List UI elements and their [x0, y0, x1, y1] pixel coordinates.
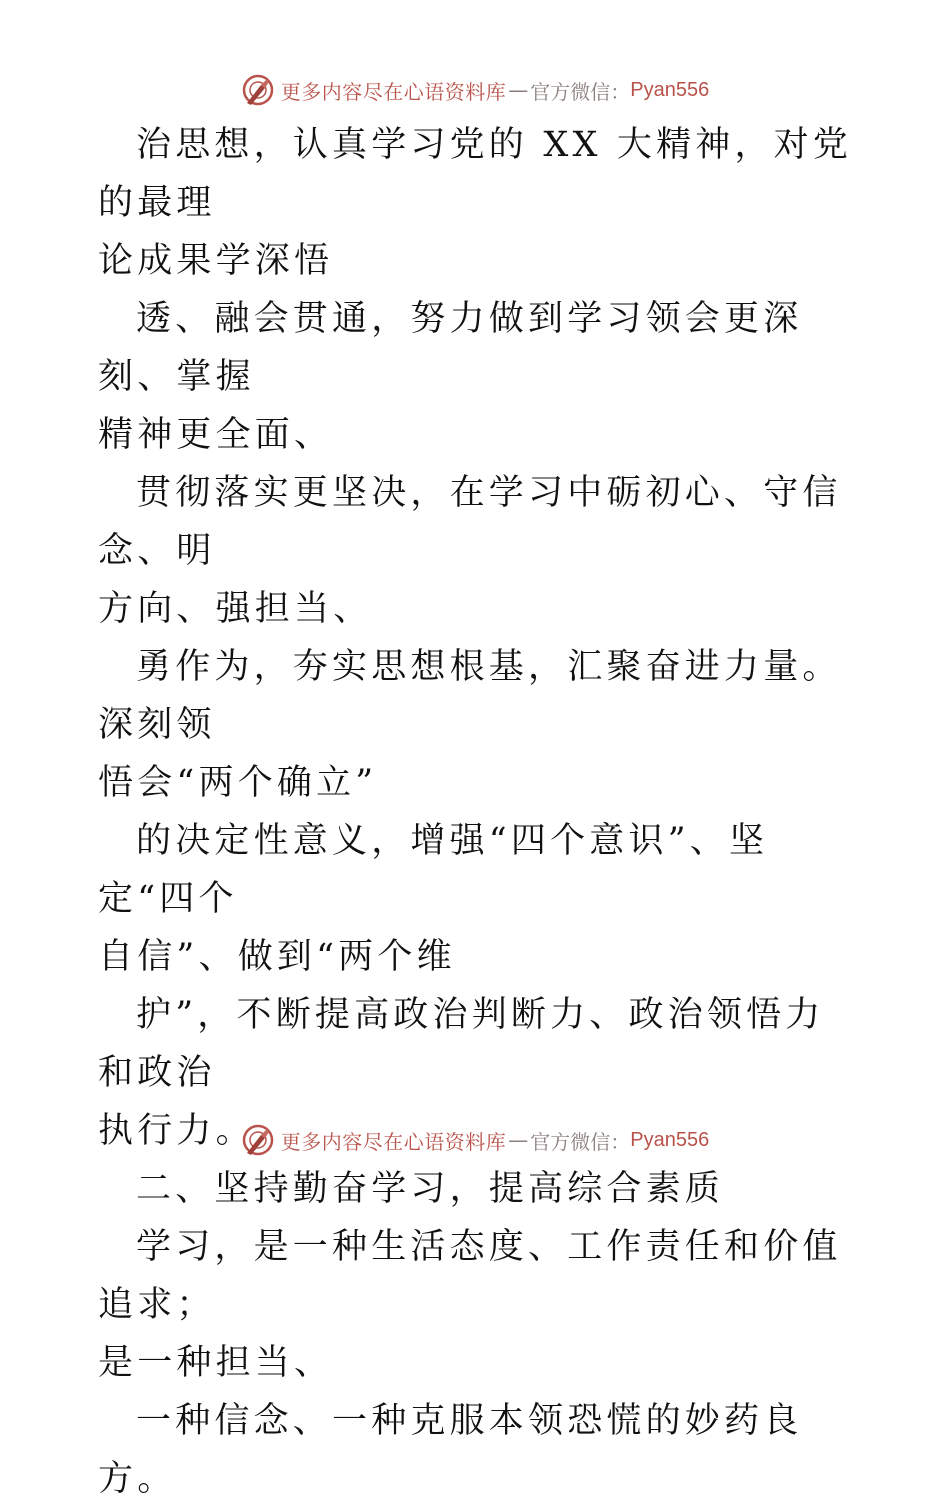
paragraph: [98, 290, 858, 464]
watermark-site: 更多内容尽在心语资料库: [280, 79, 507, 104]
paragraph-line: 的决定性意义，增强“四个意识”、坚定“四个: [98, 821, 769, 919]
paragraph-line: 自信”、做到“两个维: [98, 937, 456, 977]
paragraph-line: 是一种担当、: [98, 1343, 334, 1383]
watermark-separator: —: [508, 78, 529, 102]
paragraph-line: 学习，是一种生活态度、工作责任和价值追求；: [98, 1227, 842, 1325]
paragraph-line: 精神更全面、: [98, 415, 334, 455]
pen-logo-icon: [241, 73, 275, 107]
paragraph: [98, 638, 858, 812]
watermark-separator: —: [508, 1128, 529, 1152]
pen-logo-icon: [241, 1123, 275, 1157]
header-watermark: [0, 70, 950, 110]
watermark-handle: Pyan556: [630, 1128, 710, 1151]
watermark-site: 更多内容尽在心语资料库: [280, 1129, 507, 1154]
watermark-label: 官方微信：: [530, 79, 631, 104]
document-body: [98, 116, 858, 1508]
footer-watermark: [0, 1120, 950, 1160]
watermark-label: 官方微信：: [530, 1129, 631, 1154]
paragraph-line: 执行力。: [98, 1111, 255, 1151]
paragraph-line: 治思想，认真学习党的 XX 大精神，对党的最理: [98, 125, 853, 223]
paragraph-line: 贯彻落实更坚决，在学习中砺初心、守信念、明: [98, 473, 842, 571]
paragraph: [98, 464, 858, 638]
paragraph-line: 透、融会贯通，努力做到学习领会更深刻、掌握: [98, 299, 803, 397]
paragraph: [98, 1392, 858, 1508]
paragraph-line: 一种信念、一种克服本领恐慌的妙药良方。: [98, 1401, 803, 1499]
paragraph-line: 方向、强担当、: [98, 589, 373, 629]
paragraph-line: 二、坚持勤奋学习，提高综合素质: [136, 1169, 725, 1209]
paragraph-line: 论成果学深悟: [98, 241, 334, 281]
paragraph: [98, 116, 858, 290]
paragraph: [98, 1218, 858, 1392]
paragraph-line: 勇作为，夯实思想根基，汇聚奋进力量。深刻领: [98, 647, 842, 745]
paragraph-line: 悟会“两个确立”: [98, 763, 378, 803]
paragraph: [98, 812, 858, 986]
watermark-handle: Pyan556: [630, 78, 710, 101]
paragraph-line: 护”，不断提高政治判断力、政治领悟力和政治: [98, 995, 825, 1093]
section-heading: [98, 1160, 858, 1218]
